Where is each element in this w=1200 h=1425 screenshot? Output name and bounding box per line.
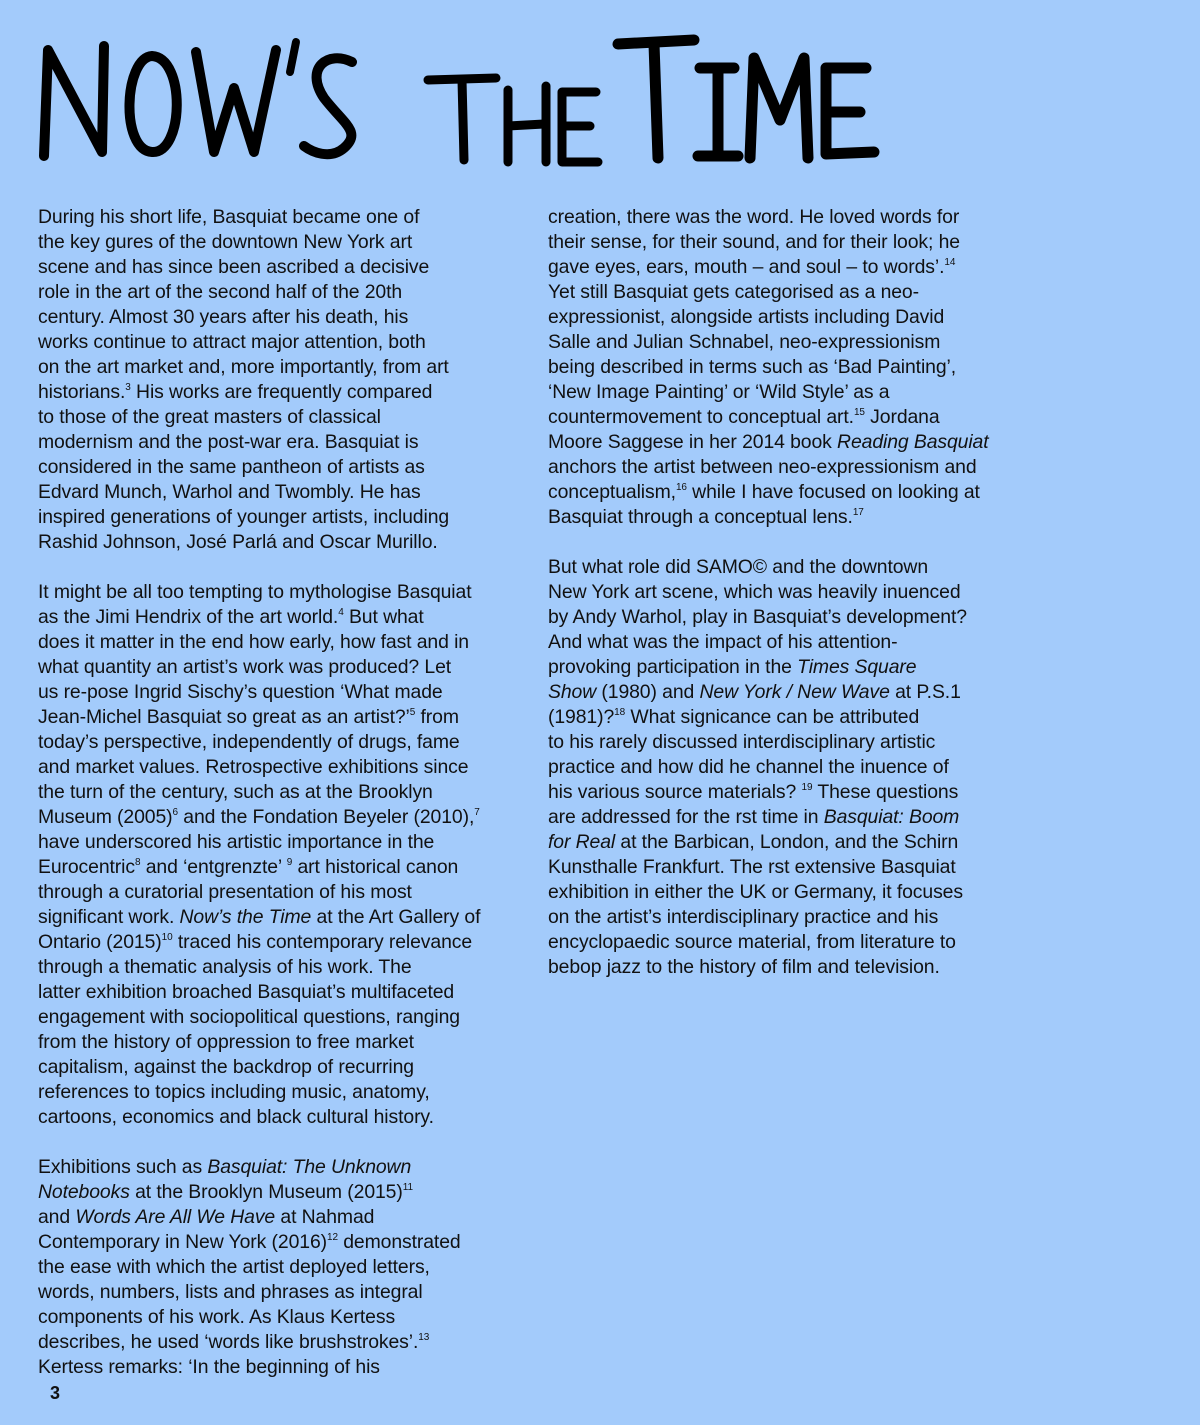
text-run: today’s perspective, independently of drugs, fame [38,731,460,753]
footnote-ref: 10 [161,932,173,943]
text-line [548,380,1038,405]
text-line [38,1230,528,1255]
text-run: and ‘entgrenzte’ [140,856,287,878]
text-run: His works are frequently compared [130,381,433,403]
text-line [38,630,528,655]
text-line [548,755,1038,780]
text-run: and [38,1206,76,1228]
text-run: while I have focused on looking at [686,481,980,503]
text-line [38,1105,528,1130]
text-line [38,905,528,930]
text-line [38,505,528,530]
italic-title: Times Square [797,656,917,678]
text-run: century. Almost 30 years after his death, his [38,306,409,328]
text-run: encyclopaedic source material, from literature to [548,931,956,953]
footnote-ref: 18 [614,707,626,718]
text-run: exhibition in either the UK or Germany, it focuses [548,881,963,903]
text-line [38,880,528,905]
text-run: ‘New Image Painting’ or ‘Wild Style’ as a [548,381,890,403]
text-run: practice and how did he channel the inuence of [548,756,949,778]
text-line [548,930,1038,955]
italic-title: Notebooks [38,1181,130,1203]
text-line [548,705,1038,730]
footnote-ref: 13 [418,1332,430,1343]
text-line [38,1180,528,1205]
text-run: from the history of oppression to free market [38,1031,414,1053]
text-line [548,555,1038,580]
text-line [548,805,1038,830]
text-run: from [415,706,459,728]
text-line [548,255,1038,280]
text-run: (1980) and [596,681,700,703]
footnote-ref: 4 [338,607,344,618]
text-line [38,230,528,255]
text-line [38,205,528,230]
italic-title: Now’s the Time [179,906,312,928]
footnote-ref: 11 [402,1182,413,1193]
text-line [38,280,528,305]
text-line [38,1305,528,1330]
text-run: It might be all too tempting to mythologise Basquiat [38,581,472,603]
text-line [548,305,1038,330]
text-run: Edvard Munch, Warhol and Twombly. He has [38,481,421,503]
footnote-ref: 12 [326,1232,338,1243]
paragraph-gap [38,1130,528,1155]
left-text-column [38,205,528,1380]
text-line [38,255,528,280]
text-line [548,780,1038,805]
text-run: as the Jimi Hendrix of the art world. [38,606,339,628]
text-line [38,830,528,855]
text-run: through a curatorial presentation of his most [38,881,412,903]
text-line [548,730,1038,755]
text-line [38,480,528,505]
text-line [38,1030,528,1055]
text-line [38,605,528,630]
text-line [38,1080,528,1105]
text-line [548,955,1038,980]
text-run: what quantity an artist’s work was produced? Let [38,656,452,678]
text-line [38,580,528,605]
text-line [38,455,528,480]
italic-title: New York / New Wave [699,681,890,703]
page-title [34,28,894,168]
text-run: Jean-Michel Basquiat so great as an artist?’ [38,706,410,728]
text-line [548,230,1038,255]
text-line [548,405,1038,430]
footnote-ref: 19 [801,782,813,793]
text-run: does it matter in the end how early, how fast and in [38,631,469,653]
footnote-ref: 3 [125,382,131,393]
text-run: art historical canon [292,856,459,878]
text-run: provoking participation in the [548,656,798,678]
text-run: Exhibitions such as [38,1156,208,1178]
text-line [548,880,1038,905]
text-line [548,580,1038,605]
text-run: on the art market and, more importantly, from art [38,356,449,378]
text-line [38,1155,528,1180]
text-run: role in the art of the second half of the 20th [38,281,403,303]
paragraph-gap [38,555,528,580]
text-run: Contemporary in New York (2016) [38,1231,327,1253]
text-run: countermovement to conceptual art. [548,406,854,428]
italic-title: Words Are All We Have [75,1206,276,1228]
text-run: at the Art Gallery of [311,906,481,928]
text-line [548,830,1038,855]
text-run: Kertess remarks: ‘In the beginning of his [38,1356,380,1378]
text-run: conceptualism, [548,481,676,503]
footnote-ref: 6 [172,807,178,818]
text-line [548,655,1038,680]
text-run: These questions [812,781,959,803]
text-line [38,1330,528,1355]
text-run: Moore Saggese in her 2014 book [548,431,838,453]
text-run: Basquiat through a conceptual lens. [548,506,853,528]
text-run: bebop jazz to the history of film and television. [548,956,940,978]
text-run: at P.S.1 [889,681,961,703]
text-run: by Andy Warhol, play in Basquiat’s development? [548,606,967,628]
paragraph-gap [548,530,1038,555]
text-run: at Nahmad [275,1206,375,1228]
text-run: modernism and the post-war era. Basquiat is [38,431,419,453]
text-run: their sense, for their sound, and for their look; he [548,231,960,253]
text-run: references to topics including music, anatomy, [38,1081,430,1103]
text-run: Rashid Johnson, José Parlá and Oscar Murillo. [38,531,438,553]
text-run: his various source materials? [548,781,802,803]
text-run: (1981)? [548,706,615,728]
text-run: cartoons, economics and black cultural history. [38,1106,434,1128]
text-run: through a thematic analysis of his work. The [38,956,412,978]
text-line [548,905,1038,930]
text-run: expressionist, alongside artists including David [548,306,945,328]
text-run: describes, he used ‘words like brushstrokes’. [38,1331,419,1353]
text-line [548,680,1038,705]
footnote-ref: 8 [134,857,141,868]
right-text-column [548,205,1038,980]
footnote-ref: 9 [286,857,293,868]
text-run: inspired generations of younger artists, including [38,506,450,528]
text-line [548,280,1038,305]
text-line [548,355,1038,380]
text-run: engagement with sociopolitical questions, ranging [38,1006,460,1028]
text-run: are addressed for the rst time in [548,806,824,828]
text-run: us re-pose Ingrid Sischy’s question ‘What made [38,681,443,703]
italic-title: for Real [548,831,616,853]
text-line [548,330,1038,355]
footnote-ref: 14 [944,257,956,268]
text-run: demonstrated [337,1231,461,1253]
page-number: 3 [50,1383,61,1403]
text-line [38,980,528,1005]
text-run: latter exhibition broached Basquiat’s multifaceted [38,981,455,1003]
text-line [38,1255,528,1280]
text-line [548,205,1038,230]
text-line [38,530,528,555]
text-run: at the Barbican, London, and the Schirn [615,831,959,853]
text-line [38,1055,528,1080]
text-run: on the artist’s interdisciplinary practice and his [548,906,939,928]
text-run: Yet still Basquiat gets categorised as a neo- [548,281,919,303]
text-line [38,805,528,830]
text-run: have underscored his artistic importance in the [38,831,435,853]
text-line [38,430,528,455]
text-run: Salle and Julian Schnabel, neo-expressionism [548,331,941,353]
text-run: gave eyes, ears, mouth – and soul – to words’. [548,256,945,278]
text-line [38,355,528,380]
text-line [38,380,528,405]
italic-title: Show [548,681,597,703]
text-line [38,1005,528,1030]
text-line [548,505,1038,530]
text-line [38,405,528,430]
text-run: But what [343,606,424,628]
text-line [38,305,528,330]
text-line [38,955,528,980]
text-run: scene and has since been ascribed a decisive [38,256,430,278]
italic-title: Reading Basquiat [837,431,989,453]
text-run: Jordana [864,406,940,428]
text-run: the key gures of the downtown New York art [38,231,413,253]
text-run: Ontario (2015) [38,931,162,953]
text-run: works continue to attract major attention, both [38,331,426,353]
text-run: What signicance can be attributed [625,706,920,728]
text-run: New York art scene, which was heavily inuenced [548,581,961,603]
text-line [548,480,1038,505]
text-line [38,655,528,680]
hand-lettered-title-graphic [34,28,894,168]
text-run: anchors the artist between neo-expressionism and [548,456,977,478]
text-line [38,705,528,730]
text-line [38,1280,528,1305]
text-line [38,730,528,755]
italic-title: Basquiat: Boom [823,806,960,828]
text-line [548,605,1038,630]
text-run: During his short life, Basquiat became one of [38,206,420,228]
text-run: Eurocentric [38,856,135,878]
text-line [38,755,528,780]
text-run: But what role did SAMO© and the downtown [548,556,928,578]
text-line [38,930,528,955]
text-run: Kunsthalle Frankfurt. The rst extensive Basquiat [548,856,956,878]
text-run: capitalism, against the backdrop of recurring [38,1056,414,1078]
text-run: Museum (2005) [38,806,173,828]
footnote-ref: 16 [675,482,687,493]
footnote-ref: 15 [853,407,865,418]
text-run: and the Fondation Beyeler (2010), [177,806,475,828]
text-run: at the Brooklyn Museum (2015) [129,1181,403,1203]
text-run: to his rarely discussed interdisciplinary artistic [548,731,936,753]
text-run: And what was the impact of his attention- [548,631,898,653]
italic-title: Basquiat: The Unknown [207,1156,412,1178]
text-run: the turn of the century, such as at the Brooklyn [38,781,433,803]
text-line [38,680,528,705]
footnote-ref: 5 [409,707,416,718]
text-run: being described in terms such as ‘Bad Painting’, [548,356,957,378]
text-run: historians. [38,381,126,403]
text-run: traced his contemporary relevance [172,931,473,953]
text-run: to those of the great masters of classical [38,406,381,428]
text-line [548,630,1038,655]
text-line [38,1355,528,1380]
text-line [548,455,1038,480]
text-line [38,780,528,805]
text-line [548,430,1038,455]
text-run: and market values. Retrospective exhibitions since [38,756,469,778]
text-line [38,1205,528,1230]
text-run: significant work. [38,906,180,928]
text-run: the ease with which the artist deployed letters, [38,1256,430,1278]
text-run: creation, there was the word. He loved words for [548,206,960,228]
text-run: components of his work. As Klaus Kertess [38,1306,396,1328]
text-line [38,330,528,355]
footnote-ref: 7 [474,807,480,818]
text-line [548,855,1038,880]
text-line [38,855,528,880]
text-run: words, numbers, lists and phrases as integral [38,1281,423,1303]
text-run: considered in the same pantheon of artists as [38,456,425,478]
footnote-ref: 17 [852,507,864,518]
